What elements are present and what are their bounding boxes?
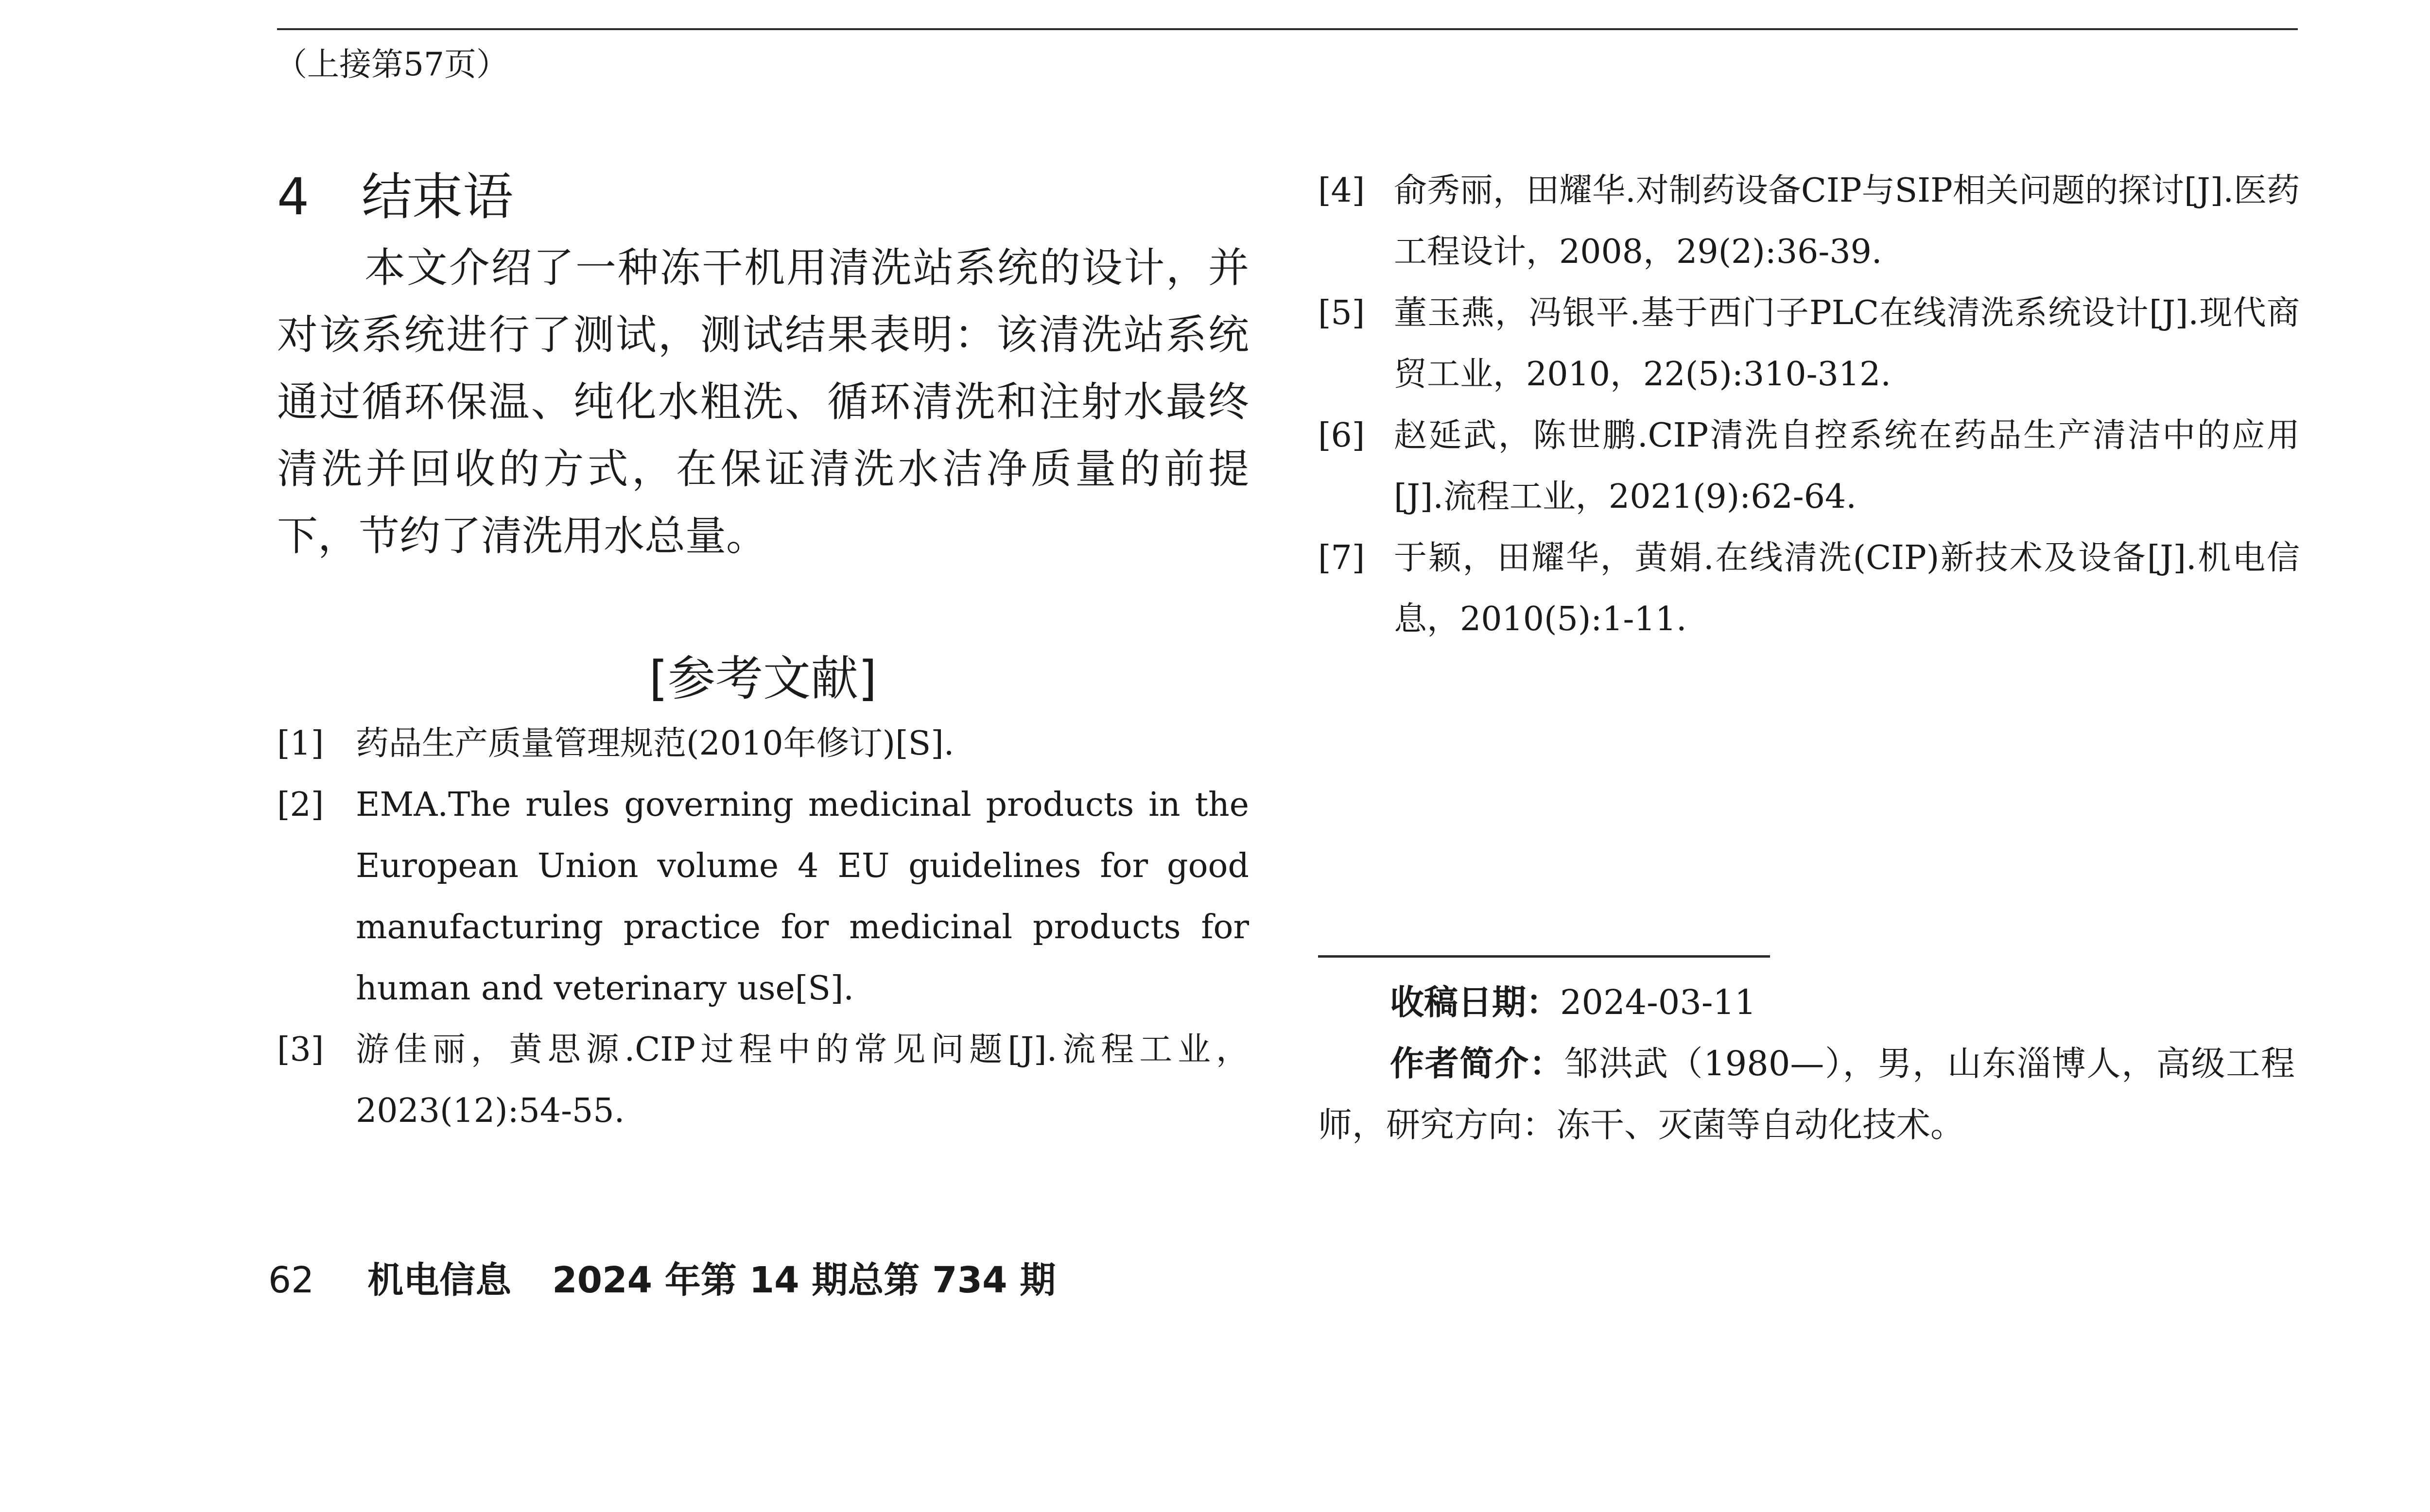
author-footnote bbox=[1318, 972, 2295, 1155]
reference-text: EMA.The rules governing medicinal products in the European Union volume 4 EU guidelines for good manufacturing practice for medicinal products for human and veterinary use[S]. bbox=[356, 786, 1249, 1008]
section-number: 4 bbox=[277, 167, 310, 226]
reference-number: [2] bbox=[277, 786, 324, 824]
reference-number: [4] bbox=[1318, 172, 1365, 210]
header-rule bbox=[277, 28, 2298, 30]
reference-item bbox=[1318, 160, 2300, 283]
reference-item bbox=[1318, 405, 2300, 528]
page-number: 62 bbox=[268, 1259, 314, 1301]
right-column bbox=[1318, 160, 2300, 650]
journal-name: 机电信息 bbox=[367, 1259, 512, 1301]
author-bio-line bbox=[1318, 1033, 2295, 1155]
continued-from-note: （上接第57页） bbox=[275, 46, 508, 83]
reference-text: 赵延武，陈世鹏.CIP清洗自控系统在药品生产清洁中的应用[J].流程工业，2021(9):62-64. bbox=[1394, 416, 2300, 516]
reference-number: [3] bbox=[277, 1031, 324, 1069]
reference-item bbox=[277, 713, 1249, 774]
author-bio-label: 作者简介： bbox=[1390, 1044, 1564, 1083]
page-footer bbox=[268, 1254, 1056, 1307]
reference-item bbox=[277, 1019, 1249, 1142]
section-heading bbox=[277, 160, 1249, 233]
author-bio-value: 邹洪武（1980—），男，山东淄博人，高级工程师，研究方向：冻干、灭菌等自动化技术。 bbox=[1318, 1044, 2295, 1145]
reference-number: [1] bbox=[277, 724, 324, 763]
left-column bbox=[277, 160, 1249, 1142]
section-title: 结束语 bbox=[362, 167, 514, 226]
references-title: [参考文献] bbox=[649, 651, 877, 706]
reference-item bbox=[1318, 283, 2300, 405]
section-body: 本文介绍了一种冻干机用清洗站系统的设计，并对该系统进行了测试，测试结果表明：该清洗站系统通过循环保温、纯化水粗洗、循环清洗和注射水最终清洗并回收的方式，在保证清洗水洁净质量的前提下，节约了清洗用水总量。 bbox=[277, 244, 1249, 560]
reference-item bbox=[1318, 528, 2300, 650]
reference-number: [5] bbox=[1318, 294, 1365, 332]
reference-item bbox=[277, 774, 1249, 1019]
footnote-rule bbox=[1318, 955, 1770, 958]
reference-text: 董玉燕，冯银平.基于西门子PLC在线清洗系统设计[J].现代商贸工业，2010，22(5):310-312. bbox=[1394, 294, 2300, 394]
received-date-value: 2024-03-11 bbox=[1560, 982, 1756, 1022]
reference-number: [6] bbox=[1318, 416, 1365, 455]
received-date-line bbox=[1318, 972, 2295, 1033]
reference-text: 药品生产质量管理规范(2010年修订)[S]. bbox=[356, 724, 955, 763]
received-date-label: 收稿日期： bbox=[1390, 982, 1560, 1022]
reference-text: 游佳丽，黄思源.CIP过程中的常见问题[J].流程工业，2023(12):54-55. bbox=[356, 1031, 1249, 1130]
reference-text: 俞秀丽，田耀华.对制药设备CIP与SIP相关问题的探讨[J].医药工程设计，2008，29(2):36-39. bbox=[1394, 172, 2300, 271]
reference-number: [7] bbox=[1318, 539, 1365, 577]
issue-info: 2024 年第 14 期总第 734 期 bbox=[552, 1259, 1056, 1301]
reference-text: 于颖，田耀华，黄娟.在线清洗(CIP)新技术及设备[J].机电信息，2010(5):1-11. bbox=[1394, 539, 2300, 638]
